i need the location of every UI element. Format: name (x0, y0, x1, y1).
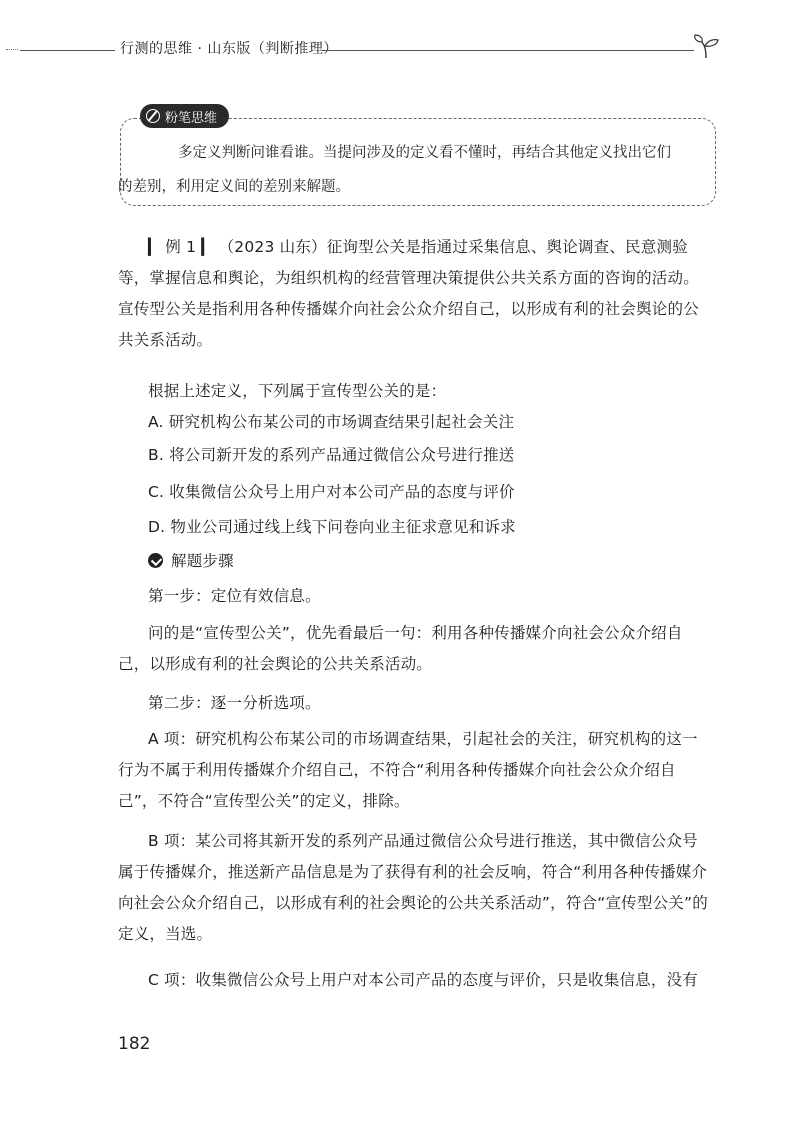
solution-heading-text: 解题步骤 (171, 552, 234, 570)
solution-heading (148, 546, 708, 577)
tip-text (118, 136, 690, 204)
analysis-c: C 项：收集微信公众号上用户对本公司产品的态度与评价，只是收集信息，没有 (148, 971, 698, 989)
tip-line-2: 的差别，利用定义间的差别来解题。 (118, 179, 350, 195)
step1-title: 第一步：定位有效信息。 (148, 587, 321, 605)
example-label-open: ▎ (148, 238, 161, 256)
page-number: 182 (118, 1034, 151, 1054)
header-rule-left (20, 50, 115, 51)
tip-line-1: 多定义判断问谁看谁。当提问涉及的定义看不懂时，再结合其他定义找出它们 (178, 145, 671, 161)
step1-text: 问的是“宣传型公关”，优先看最后一句：利用各种传播媒介向社会公众介绍自己，以形成有利的社会舆论的公共关系活动。 (118, 624, 683, 673)
option-d: D. 物业公司通过线上线下问卷向业主征求意见和诉求 (148, 518, 516, 536)
example-label: 例 1 (165, 238, 197, 256)
option-b: B. 将公司新开发的系列产品通过微信公众号进行推送 (148, 446, 515, 464)
step2-title: 第二步：逐一分析选项。 (148, 694, 321, 712)
example-intro (118, 232, 710, 356)
option-c: C. 收集微信公众号上用户对本公司产品的态度与评价 (148, 483, 515, 501)
check-icon (148, 553, 163, 568)
example-label-close: ▎ (201, 238, 214, 256)
pen-icon (146, 109, 160, 123)
tip-badge (140, 104, 229, 128)
analysis-a: A 项：研究机构公布某公司的市场调查结果，引起社会的关注，研究机构的这一行为不属于利用传播媒介介绍自己，不符合“利用各种传播媒介向社会公众介绍自己”，不符合“宣传型公关”的定义，排除。 (118, 730, 698, 810)
example-question: 根据上述定义，下列属于宣传型公关的是： (148, 382, 447, 400)
option-a: A. 研究机构公布某公司的市场调查结果引起社会关注 (148, 413, 515, 431)
header-title: 行测的思维 · 山东版（判断推理） (120, 41, 338, 57)
header-rule-right (322, 50, 694, 51)
running-header (0, 34, 800, 64)
analysis-b: B 项：某公司将其新开发的系列产品通过微信公众号进行推送，其中微信公众号属于传播媒介，推送新产品信息是为了获得有利的社会反响，符合“利用各种传播媒介向社会公众介绍自己，以形成有利的社会舆论的公共关系活动”，符合“宣传型公关”的定义，当选。 (118, 832, 708, 943)
tip-badge-label: 粉笔思维 (165, 110, 218, 126)
example-intro-text: （2023 山东）征询型公关是指通过采集信息、舆论调查、民意测验等，掌握信息和舆论，为组织机构的经营管理决策提供公共关系方面的咨询的活动。宣传型公关是指利用各种传播媒介向社会公众介绍自己，以形成有利的社会舆论的公共关系活动。 (118, 238, 699, 349)
sprout-icon (692, 34, 720, 60)
